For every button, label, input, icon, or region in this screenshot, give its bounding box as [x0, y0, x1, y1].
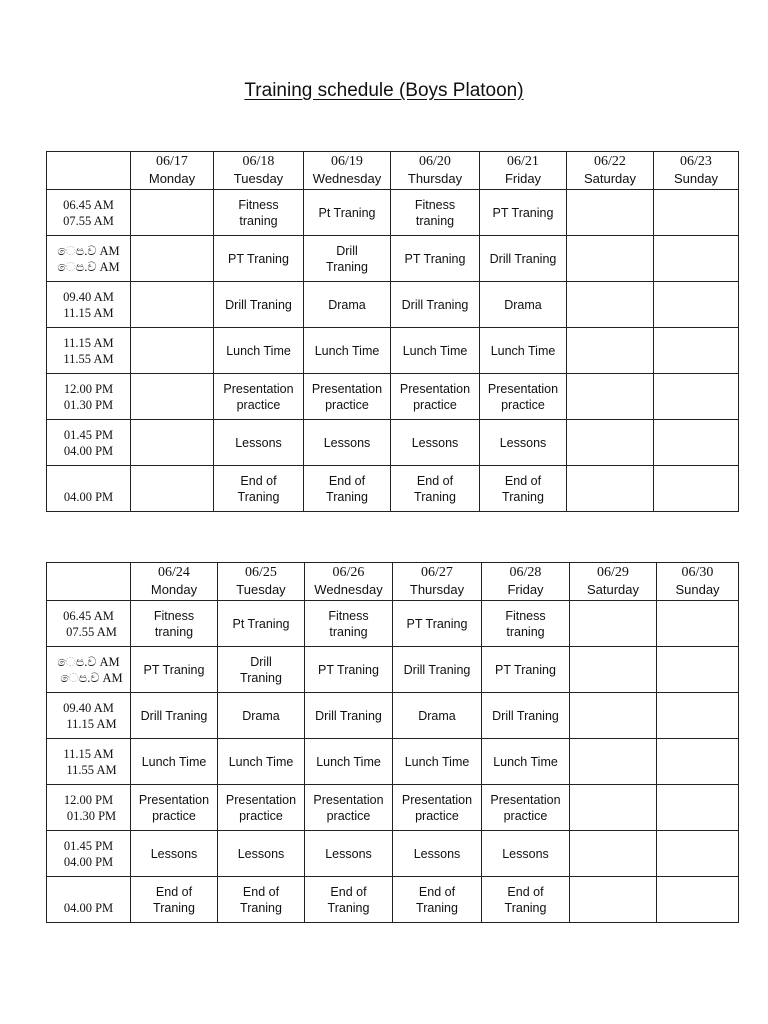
activity-cell — [567, 190, 654, 236]
time-slot-cell — [47, 739, 131, 785]
activity-cell — [218, 647, 305, 693]
time-end: 07.55 AM — [66, 624, 117, 639]
activity-text: practice — [503, 808, 548, 823]
activity-cell — [482, 647, 570, 693]
day-header — [570, 563, 657, 601]
activity-cell — [657, 785, 739, 831]
time-start: ෙප.ව AM — [57, 654, 120, 669]
activity-cell — [214, 282, 304, 328]
activity-cell — [567, 420, 654, 466]
schedule-table-week-2 — [46, 562, 739, 923]
activity-cell — [654, 374, 739, 420]
day-header — [218, 563, 305, 601]
time-end: 01.30 PM — [63, 397, 114, 412]
activity-cell — [480, 420, 567, 466]
schedule-table-week-1 — [46, 151, 739, 512]
time-slot-cell — [47, 601, 131, 647]
activity-cell — [393, 739, 482, 785]
activity-cell — [305, 739, 393, 785]
activity-cell — [567, 328, 654, 374]
table-row — [47, 739, 739, 785]
activity-cell — [218, 785, 305, 831]
time-end: 04.00 PM — [63, 900, 114, 915]
activity-text: Presentation — [225, 792, 297, 807]
table-row — [47, 785, 739, 831]
time-end: ෙප.ව AM — [57, 259, 120, 274]
time-slot-cell — [47, 374, 131, 420]
activity-text: Drill Traning — [315, 708, 382, 723]
activity-cell — [218, 831, 305, 877]
activity-cell — [570, 785, 657, 831]
activity-cell — [304, 328, 391, 374]
day-header — [480, 152, 567, 190]
time-start: 12.00 PM — [63, 381, 114, 396]
activity-cell — [393, 693, 482, 739]
header-day: Saturday — [583, 171, 637, 186]
table-row — [47, 282, 739, 328]
time-end: 04.00 PM — [63, 443, 114, 458]
time-start: 09.40 AM — [63, 700, 114, 715]
table-row — [47, 374, 739, 420]
activity-text: End of — [242, 884, 280, 899]
header-date: 06/29 — [597, 565, 629, 580]
header-date: 06/28 — [509, 565, 542, 580]
time-start — [47, 884, 130, 900]
activity-text: End of — [416, 473, 454, 488]
activity-text: Drill — [250, 654, 272, 669]
activity-text: Presentation — [399, 381, 471, 396]
activity-cell — [391, 466, 480, 512]
time-start: ෙප.ව AM — [57, 243, 120, 258]
header-date: 06/24 — [158, 565, 190, 580]
activity-text: Fitness — [238, 197, 279, 212]
time-end: 11.15 AM — [63, 305, 114, 320]
activity-cell — [480, 190, 567, 236]
activity-cell — [654, 466, 739, 512]
activity-cell — [482, 785, 570, 831]
time-slot-cell — [47, 420, 131, 466]
header-day: Monday — [150, 582, 198, 597]
activity-cell — [305, 601, 393, 647]
time-slot-cell — [47, 831, 131, 877]
day-header — [131, 563, 218, 601]
activity-cell — [570, 693, 657, 739]
activity-text: practice — [326, 808, 371, 823]
day-header — [305, 563, 393, 601]
activity-cell — [131, 785, 218, 831]
activity-cell — [567, 374, 654, 420]
header-day: Wednesday — [314, 582, 383, 597]
activity-text: practice — [325, 397, 369, 412]
activity-cell — [482, 739, 570, 785]
activity-cell — [567, 282, 654, 328]
activity-text: Drama — [328, 297, 366, 312]
activity-cell — [391, 282, 480, 328]
activity-cell — [657, 601, 739, 647]
activity-cell — [218, 601, 305, 647]
activity-cell — [657, 693, 739, 739]
day-header — [391, 152, 480, 190]
table-row — [47, 647, 739, 693]
header-date: 06/27 — [421, 565, 453, 580]
time-end: 11.55 AM — [63, 351, 114, 366]
activity-cell — [480, 236, 567, 282]
activity-cell — [305, 877, 393, 923]
activity-text: Traning — [326, 259, 368, 274]
time-end: 04.00 PM — [63, 854, 114, 869]
activity-text: Traning — [504, 900, 547, 915]
activity-text: Lessons — [235, 435, 282, 450]
table-row — [47, 420, 739, 466]
activity-cell — [654, 420, 739, 466]
activity-cell — [305, 831, 393, 877]
time-end: 04.00 PM — [63, 489, 114, 504]
activity-cell — [570, 877, 657, 923]
time-start: 06.45 AM — [63, 608, 114, 623]
activity-text: PT Traning — [495, 662, 556, 677]
activity-text: Lunch Time — [141, 754, 207, 769]
time-slot-cell — [47, 282, 131, 328]
header-day: Saturday — [586, 582, 640, 597]
activity-cell — [657, 831, 739, 877]
activity-text: practice — [236, 397, 281, 412]
activity-text: Lunch Time — [490, 343, 556, 358]
activity-text: Lunch Time — [314, 343, 380, 358]
activity-cell — [214, 374, 304, 420]
activity-text: Drill — [336, 243, 358, 258]
activity-text: Traning — [240, 900, 282, 915]
activity-cell — [570, 831, 657, 877]
activity-text: Lessons — [413, 846, 461, 861]
time-slot-cell — [47, 647, 131, 693]
activity-cell — [570, 739, 657, 785]
header-day: Sunday — [675, 582, 720, 597]
activity-cell — [214, 420, 304, 466]
activity-text: Traning — [240, 670, 282, 685]
activity-text: Drama — [504, 297, 542, 312]
activity-cell — [482, 693, 570, 739]
activity-text: Traning — [237, 489, 280, 504]
activity-cell — [218, 739, 305, 785]
page-title: Training schedule (Boys Platoon) — [244, 80, 524, 101]
corner-cell — [47, 152, 131, 190]
header-day: Friday — [504, 171, 542, 186]
activity-cell — [131, 877, 218, 923]
activity-text: Traning — [326, 489, 368, 504]
activity-text: Presentation — [490, 792, 561, 807]
activity-text: traning — [329, 624, 368, 639]
table-row — [47, 236, 739, 282]
activity-text: practice — [152, 808, 196, 823]
activity-cell — [480, 466, 567, 512]
activity-cell — [304, 190, 391, 236]
time-slot-cell — [47, 785, 131, 831]
activity-cell — [657, 739, 739, 785]
activity-text: PT Traning — [406, 616, 468, 631]
header-date: 06/26 — [332, 565, 365, 580]
activity-cell — [391, 190, 480, 236]
header-day: Tuesday — [233, 171, 284, 186]
day-header — [567, 152, 654, 190]
activity-cell — [305, 647, 393, 693]
header-day: Wednesday — [312, 171, 382, 186]
activity-text: Traning — [414, 489, 456, 504]
header-day: Monday — [148, 171, 196, 186]
day-header — [393, 563, 482, 601]
activity-text: Lunch Time — [316, 754, 381, 769]
activity-text: Presentation — [487, 381, 559, 396]
activity-cell — [393, 601, 482, 647]
activity-cell — [393, 647, 482, 693]
activity-text: Drill Traning — [140, 708, 208, 723]
activity-cell — [480, 374, 567, 420]
day-header — [131, 152, 214, 190]
activity-text: Lessons — [150, 846, 198, 861]
activity-cell — [654, 282, 739, 328]
activity-text: Presentation — [313, 792, 384, 807]
activity-cell — [218, 693, 305, 739]
time-start: 11.15 AM — [63, 746, 114, 761]
header-day: Friday — [507, 582, 544, 597]
activity-text: practice — [239, 808, 283, 823]
header-row — [47, 563, 739, 601]
day-header — [657, 563, 739, 601]
activity-text: practice — [415, 808, 459, 823]
activity-text: End of — [328, 473, 366, 488]
time-slot-cell — [47, 693, 131, 739]
table-row — [47, 601, 739, 647]
activity-cell — [654, 328, 739, 374]
time-start: 12.00 PM — [63, 792, 114, 807]
header-date: 06/30 — [681, 565, 714, 580]
activity-text: PT Traning — [492, 205, 554, 220]
time-start: 09.40 AM — [63, 289, 114, 304]
activity-cell — [131, 647, 218, 693]
activity-cell — [304, 374, 391, 420]
table-row — [47, 877, 739, 923]
activity-text: Presentation — [401, 792, 473, 807]
day-header — [482, 563, 570, 601]
activity-text: Drill Traning — [401, 297, 469, 312]
table-row — [47, 466, 739, 512]
activity-cell — [654, 190, 739, 236]
activity-cell — [131, 739, 218, 785]
activity-cell — [391, 374, 480, 420]
header-date: 06/18 — [242, 154, 275, 169]
time-start: 06.45 AM — [63, 197, 114, 212]
header-date: 06/20 — [419, 154, 451, 169]
activity-text: Drill Traning — [492, 708, 559, 723]
activity-text: Lunch Time — [493, 754, 558, 769]
activity-cell — [570, 601, 657, 647]
activity-text: Drill Traning — [489, 251, 557, 266]
activity-text: practice — [501, 397, 545, 412]
activity-text: Fitness — [328, 608, 369, 623]
time-start — [47, 473, 130, 489]
activity-cell — [218, 877, 305, 923]
activity-cell — [131, 374, 214, 420]
activity-text: Fitness — [414, 197, 456, 212]
header-date: 06/17 — [156, 154, 188, 169]
header-day: Sunday — [673, 171, 719, 186]
activity-text: Lunch Time — [402, 343, 468, 358]
activity-cell — [131, 282, 214, 328]
activity-cell — [305, 693, 393, 739]
time-start: 01.45 PM — [63, 427, 114, 442]
activity-text: Lessons — [323, 435, 371, 450]
time-end: 01.30 PM — [66, 808, 117, 823]
activity-text: Lunch Time — [228, 754, 294, 769]
activity-text: PT Traning — [404, 251, 466, 266]
activity-text: Lunch Time — [404, 754, 470, 769]
activity-cell — [391, 420, 480, 466]
activity-text: PT Traning — [228, 251, 289, 266]
header-date: 06/25 — [245, 565, 277, 580]
activity-cell — [131, 328, 214, 374]
activity-cell — [393, 877, 482, 923]
header-day: Thursday — [409, 582, 465, 597]
time-end: ෙප.ව AM — [60, 670, 123, 685]
activity-cell — [654, 236, 739, 282]
time-end: 07.55 AM — [63, 213, 114, 228]
activity-cell — [214, 328, 304, 374]
activity-text: Drill Traning — [225, 297, 292, 312]
header-date: 06/22 — [594, 154, 626, 169]
activity-text: Presentation — [138, 792, 210, 807]
activity-cell — [304, 466, 391, 512]
day-header — [654, 152, 739, 190]
activity-text: Fitness — [153, 608, 195, 623]
header-date: 06/21 — [507, 154, 539, 169]
activity-text: traning — [154, 624, 194, 639]
activity-text: Fitness — [505, 608, 546, 623]
table-row — [47, 190, 739, 236]
activity-cell — [131, 236, 214, 282]
activity-text: End of — [330, 884, 367, 899]
activity-text: traning — [239, 213, 278, 228]
activity-text: practice — [413, 397, 457, 412]
time-slot-cell — [47, 877, 131, 923]
activity-cell — [393, 785, 482, 831]
time-slot-cell — [47, 466, 131, 512]
activity-cell — [480, 328, 567, 374]
activity-cell — [391, 328, 480, 374]
activity-text: PT Traning — [318, 662, 379, 677]
table-row — [47, 328, 739, 374]
activity-text: End of — [504, 473, 542, 488]
activity-cell — [567, 466, 654, 512]
activity-text: Drama — [242, 708, 280, 723]
activity-text: Drama — [418, 708, 456, 723]
activity-text: Lessons — [499, 435, 547, 450]
activity-cell — [131, 190, 214, 236]
activity-text: End of — [418, 884, 456, 899]
activity-cell — [482, 831, 570, 877]
activity-cell — [657, 877, 739, 923]
activity-text: PT Traning — [143, 662, 205, 677]
activity-cell — [131, 466, 214, 512]
time-end: 11.55 AM — [66, 762, 117, 777]
activity-cell — [482, 877, 570, 923]
activity-cell — [304, 282, 391, 328]
activity-cell — [393, 831, 482, 877]
activity-text: Lessons — [325, 846, 372, 861]
table-row — [47, 693, 739, 739]
activity-cell — [391, 236, 480, 282]
activity-cell — [131, 601, 218, 647]
activity-text: Lessons — [411, 435, 459, 450]
header-date: 06/23 — [680, 154, 712, 169]
activity-text: traning — [506, 624, 545, 639]
activity-text: End of — [507, 884, 544, 899]
day-header — [304, 152, 391, 190]
activity-text: traning — [415, 213, 455, 228]
activity-text: End of — [155, 884, 193, 899]
header-day: Tuesday — [236, 582, 286, 597]
corner-cell — [47, 563, 131, 601]
activity-text: Traning — [153, 900, 195, 915]
activity-cell — [480, 282, 567, 328]
time-slot-cell — [47, 328, 131, 374]
activity-cell — [304, 420, 391, 466]
activity-cell — [131, 693, 218, 739]
activity-cell — [657, 647, 739, 693]
activity-text: Presentation — [311, 381, 383, 396]
table-row — [47, 831, 739, 877]
header-day: Thursday — [407, 171, 463, 186]
activity-cell — [304, 236, 391, 282]
activity-cell — [567, 236, 654, 282]
activity-cell — [131, 831, 218, 877]
activity-cell — [214, 236, 304, 282]
time-start: 11.15 AM — [63, 335, 114, 350]
activity-cell — [131, 420, 214, 466]
activity-text: Traning — [502, 489, 544, 504]
activity-cell — [214, 466, 304, 512]
activity-text: Lessons — [237, 846, 285, 861]
day-header — [214, 152, 304, 190]
activity-cell — [214, 190, 304, 236]
time-start: 01.45 PM — [63, 838, 114, 853]
activity-cell — [482, 601, 570, 647]
header-date: 06/19 — [331, 154, 363, 169]
activity-text: Drill Traning — [403, 662, 471, 677]
activity-text: Traning — [416, 900, 458, 915]
activity-text: Pt Traning — [232, 616, 290, 631]
activity-text: End of — [240, 473, 277, 488]
activity-cell — [305, 785, 393, 831]
time-end: 11.15 AM — [66, 716, 117, 731]
activity-cell — [570, 647, 657, 693]
activity-text: Lessons — [502, 846, 549, 861]
time-slot-cell — [47, 236, 131, 282]
activity-text: Lunch Time — [226, 343, 291, 358]
time-slot-cell — [47, 190, 131, 236]
activity-text: Pt Traning — [318, 205, 376, 220]
activity-text: Presentation — [223, 381, 294, 396]
activity-text: Traning — [327, 900, 370, 915]
header-row — [47, 152, 739, 190]
